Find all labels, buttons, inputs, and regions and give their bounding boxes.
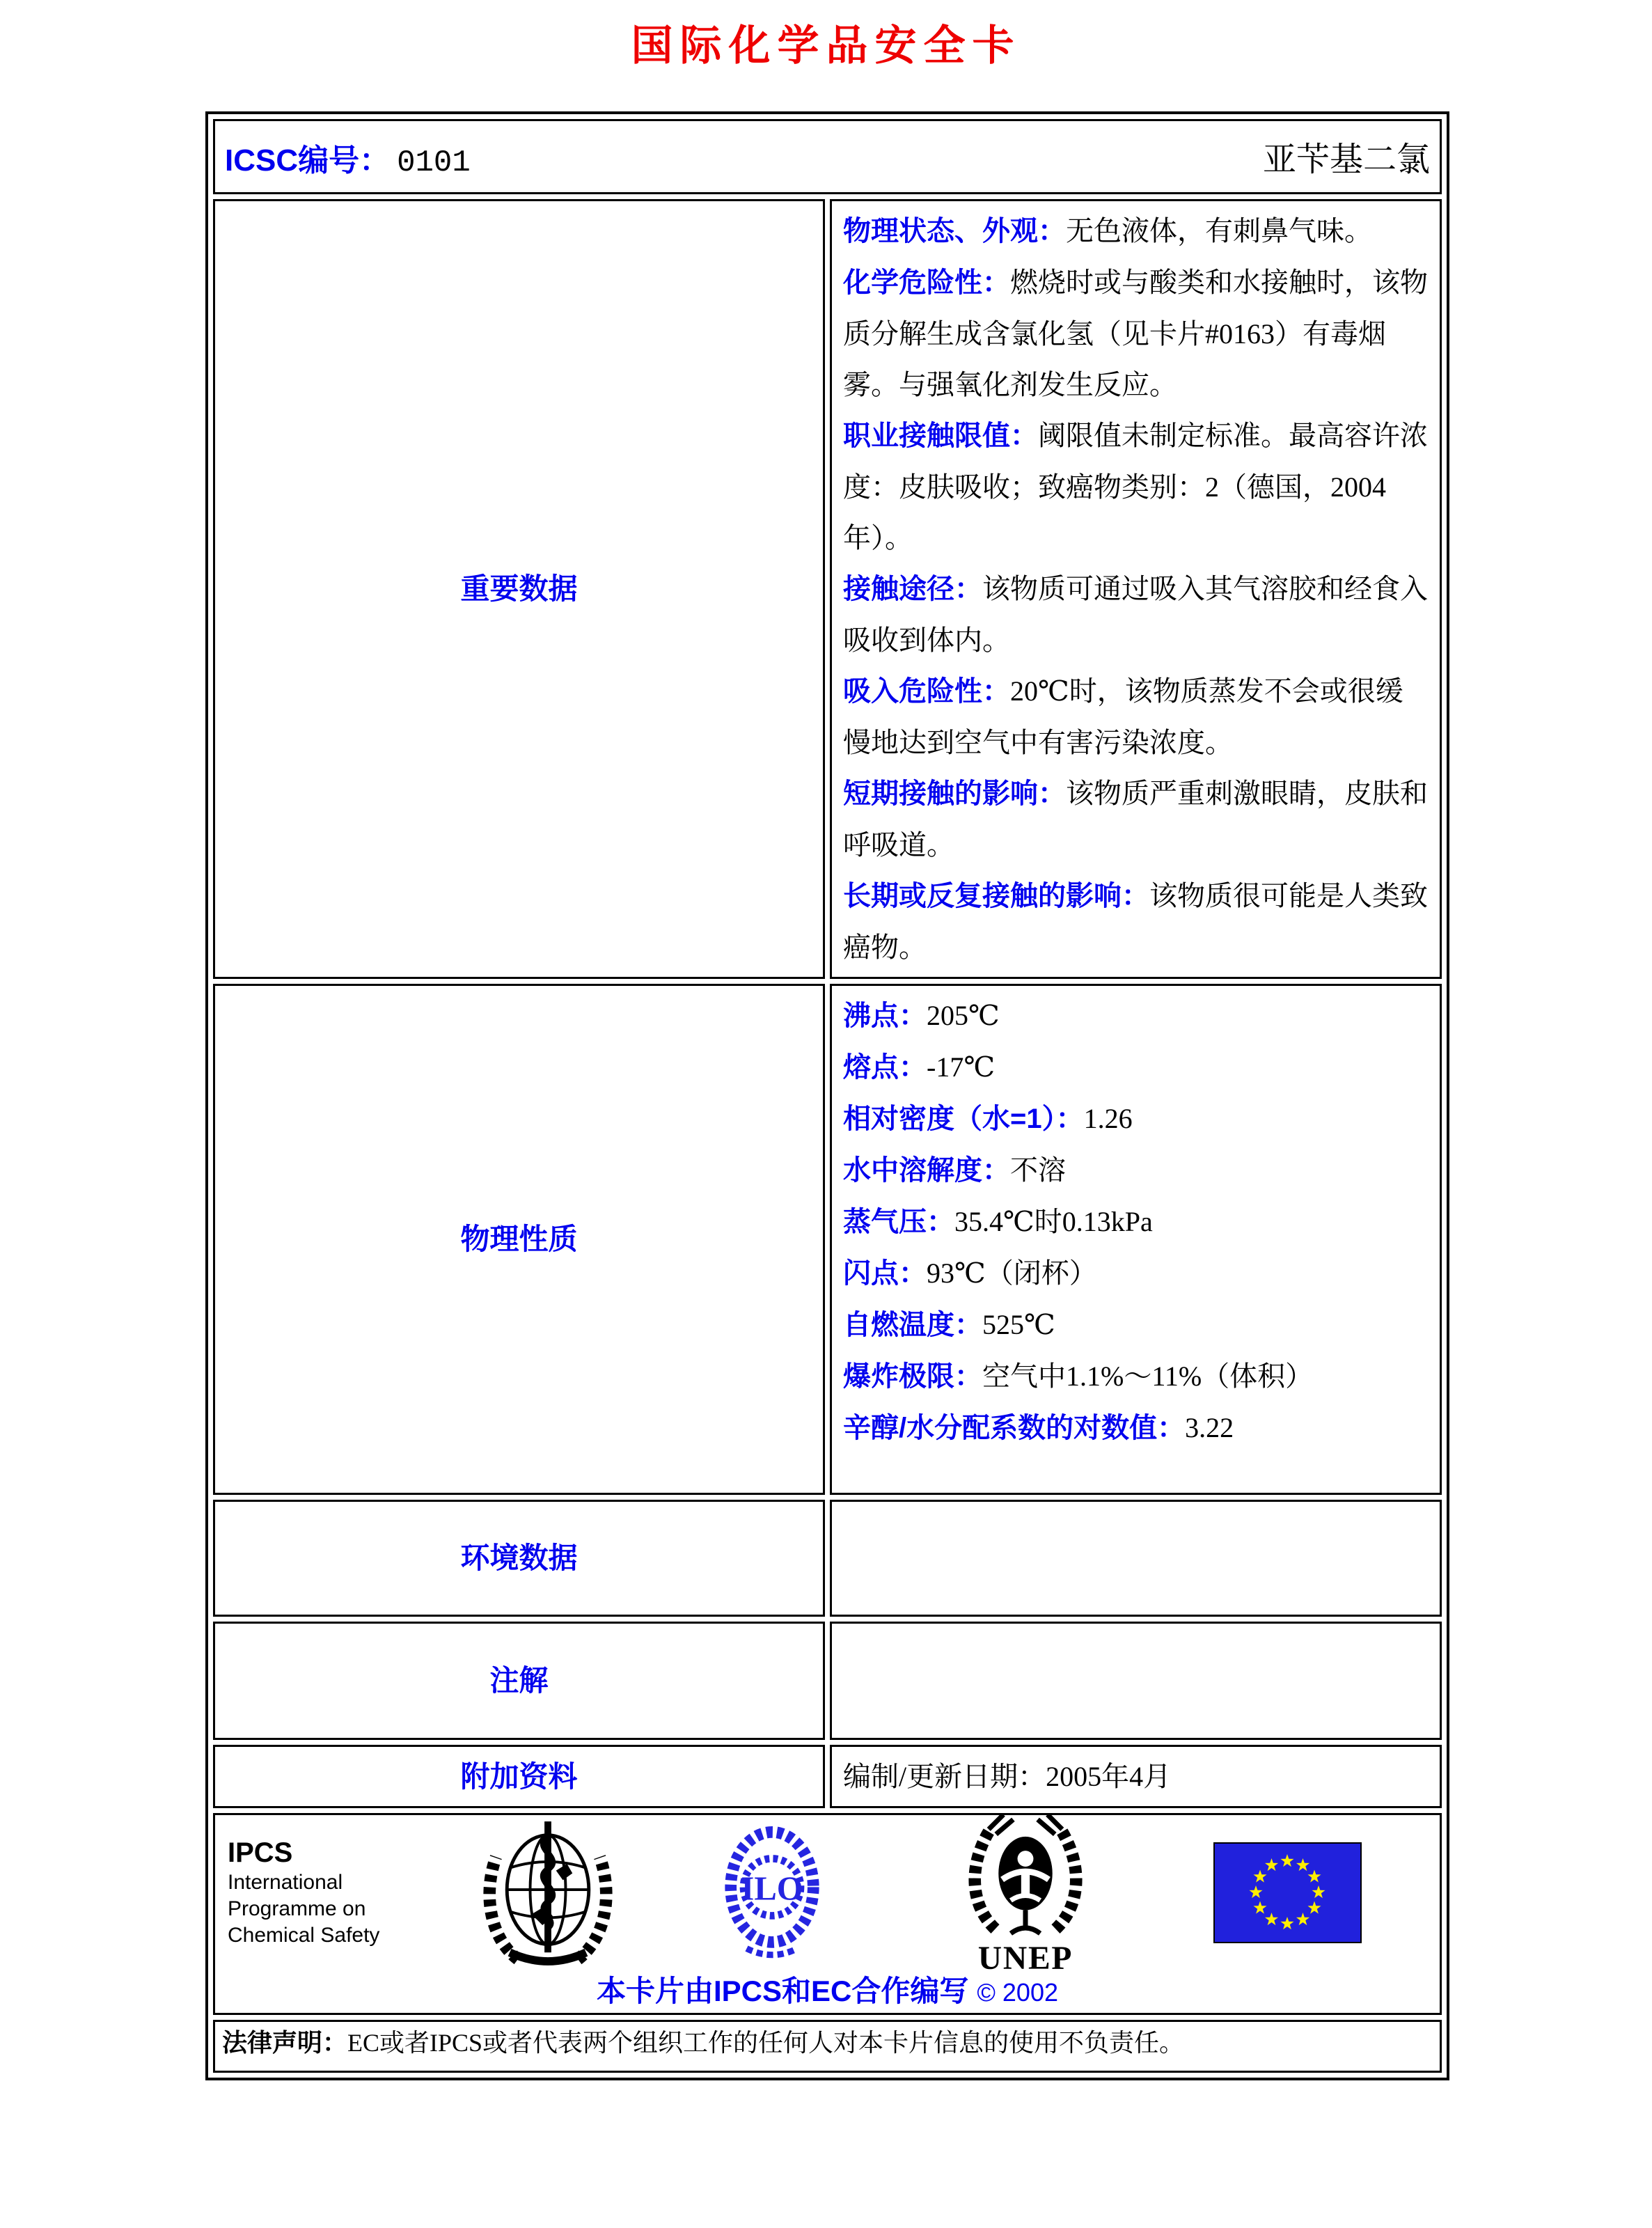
header-cell <box>213 119 1442 194</box>
property-line <box>843 1042 1429 1093</box>
property-line <box>843 563 1429 666</box>
ilo-logo-text: ILO <box>741 1869 803 1908</box>
property-value: 无色液体，有刺鼻气味。 <box>1066 215 1372 246</box>
icsc-number-value: 0101 <box>397 146 471 180</box>
physical-properties-row <box>213 984 1442 1495</box>
copyright-year: © 2002 <box>977 1978 1058 2007</box>
unep-logo-icon <box>964 1813 1087 1975</box>
property-line <box>843 1093 1429 1145</box>
additional-info-content: 编制/更新日期：2005年4月 <box>830 1745 1442 1808</box>
property-value: 205℃ <box>927 1000 1000 1031</box>
section-label-additional-info: 附加资料 <box>213 1745 825 1808</box>
property-value: 3.22 <box>1185 1412 1234 1443</box>
property-label: 沸点： <box>843 1001 927 1031</box>
physical-properties-content <box>830 984 1442 1495</box>
notes-row <box>213 1622 1442 1740</box>
legal-text: EC或者IPCS或者代表两个组织工作的任何人对本卡片信息的使用不负责任。 <box>347 2029 1185 2057</box>
property-line <box>843 1248 1429 1299</box>
property-value: 35.4℃时0.13kPa <box>954 1206 1153 1237</box>
legal-row <box>213 2020 1442 2073</box>
copyright-line <box>222 1968 1433 2010</box>
property-line <box>843 257 1429 410</box>
logos-cell <box>213 1813 1442 2015</box>
section-label-physical-properties: 物理性质 <box>213 984 825 1495</box>
environmental-data-content <box>830 1500 1442 1617</box>
property-value: 525℃ <box>982 1309 1055 1340</box>
property-label: 爆炸极限： <box>843 1361 982 1392</box>
important-data-content <box>830 199 1442 979</box>
icsc-number-label: ICSC编号： <box>225 143 391 178</box>
logos-row <box>213 1813 1442 2015</box>
ilo-logo-icon <box>719 1823 825 1961</box>
property-line <box>843 410 1429 563</box>
property-line <box>843 990 1429 1042</box>
section-label-environmental-data: 环境数据 <box>213 1500 825 1617</box>
ipcs-text-block <box>228 1836 416 1949</box>
property-value: 阈限值未制定标准。最高容许浓度：皮肤吸收；致癌物类别：2（德国，2004年）。 <box>843 420 1428 554</box>
header-row <box>213 119 1442 194</box>
environmental-data-row <box>213 1500 1442 1617</box>
property-label: 长期或反复接触的影响： <box>843 881 1149 911</box>
property-label: 化学危险性： <box>843 267 1010 298</box>
copyright-text: 本卡片由IPCS和EC合作编写 <box>597 1975 969 2007</box>
property-line <box>843 1402 1429 1454</box>
eu-flag-icon <box>1213 1842 1362 1943</box>
property-label: 熔点： <box>843 1052 927 1083</box>
property-value: 1.26 <box>1083 1103 1133 1134</box>
ipcs-line: Programme on <box>228 1897 366 1920</box>
legal-label: 法律声明： <box>222 2028 348 2057</box>
important-data-row <box>213 199 1442 979</box>
property-label: 辛醇/水分配系数的对数值： <box>843 1413 1186 1443</box>
property-line <box>843 205 1429 257</box>
property-value: 该物质可通过吸入其气溶胶和经食入吸收到体内。 <box>843 573 1428 656</box>
property-value: 20℃时，该物质蒸发不会或很缓慢地达到空气中有害污染浓度。 <box>843 675 1403 758</box>
property-label: 物理状态、外观： <box>843 216 1066 246</box>
section-label-important-data: 重要数据 <box>213 199 825 979</box>
property-label: 水中溶解度： <box>843 1155 1010 1186</box>
chemical-name: 亚苄基二氯 <box>1262 141 1430 178</box>
property-value: 93℃（闭杯） <box>927 1257 1097 1289</box>
property-value: 该物质很可能是人类致癌物。 <box>843 880 1428 963</box>
property-label: 相对密度（水=1）： <box>843 1104 1084 1134</box>
property-value: 燃烧时或与酸类和水接触时，该物质分解生成含氯化氢（见卡片#0163）有毒烟雾。与强氧化剂发生反应。 <box>843 267 1428 400</box>
property-line <box>843 1145 1429 1196</box>
property-value: 不溶 <box>1010 1154 1066 1186</box>
ipcs-line: Chemical Safety <box>228 1924 380 1947</box>
property-line <box>843 666 1429 768</box>
property-value: 该物质严重刺激眼睛，皮肤和呼吸道。 <box>843 778 1428 861</box>
ipcs-acronym: IPCS <box>228 1837 293 1868</box>
property-line <box>843 768 1429 870</box>
additional-info-row <box>213 1745 1442 1808</box>
property-line <box>843 870 1429 973</box>
property-label: 接触途径： <box>843 574 982 604</box>
notes-content <box>830 1622 1442 1740</box>
property-label: 闪点： <box>843 1258 927 1289</box>
property-label: 吸入危险性： <box>843 676 1010 707</box>
property-label: 自燃温度： <box>843 1310 982 1340</box>
property-value: 空气中1.1%～11%（体积） <box>982 1360 1314 1392</box>
property-label: 短期接触的影响： <box>843 778 1066 809</box>
property-line <box>843 1351 1429 1402</box>
property-line <box>843 1196 1429 1248</box>
icsc-number-group <box>225 135 471 180</box>
legal-cell <box>213 2020 1442 2073</box>
property-value: -17℃ <box>927 1051 996 1083</box>
section-label-notes: 注解 <box>213 1622 825 1740</box>
icsc-card-table <box>205 111 1449 2080</box>
property-label: 蒸气压： <box>843 1207 954 1237</box>
property-label: 职业接触限值： <box>843 421 1038 451</box>
page-title: 国际化学品安全卡 <box>631 22 1021 69</box>
ipcs-line: International <box>228 1871 343 1894</box>
unep-logo-text: UNEP <box>977 1940 1073 1975</box>
property-line <box>843 1299 1429 1351</box>
who-logo-icon <box>480 1819 616 1966</box>
